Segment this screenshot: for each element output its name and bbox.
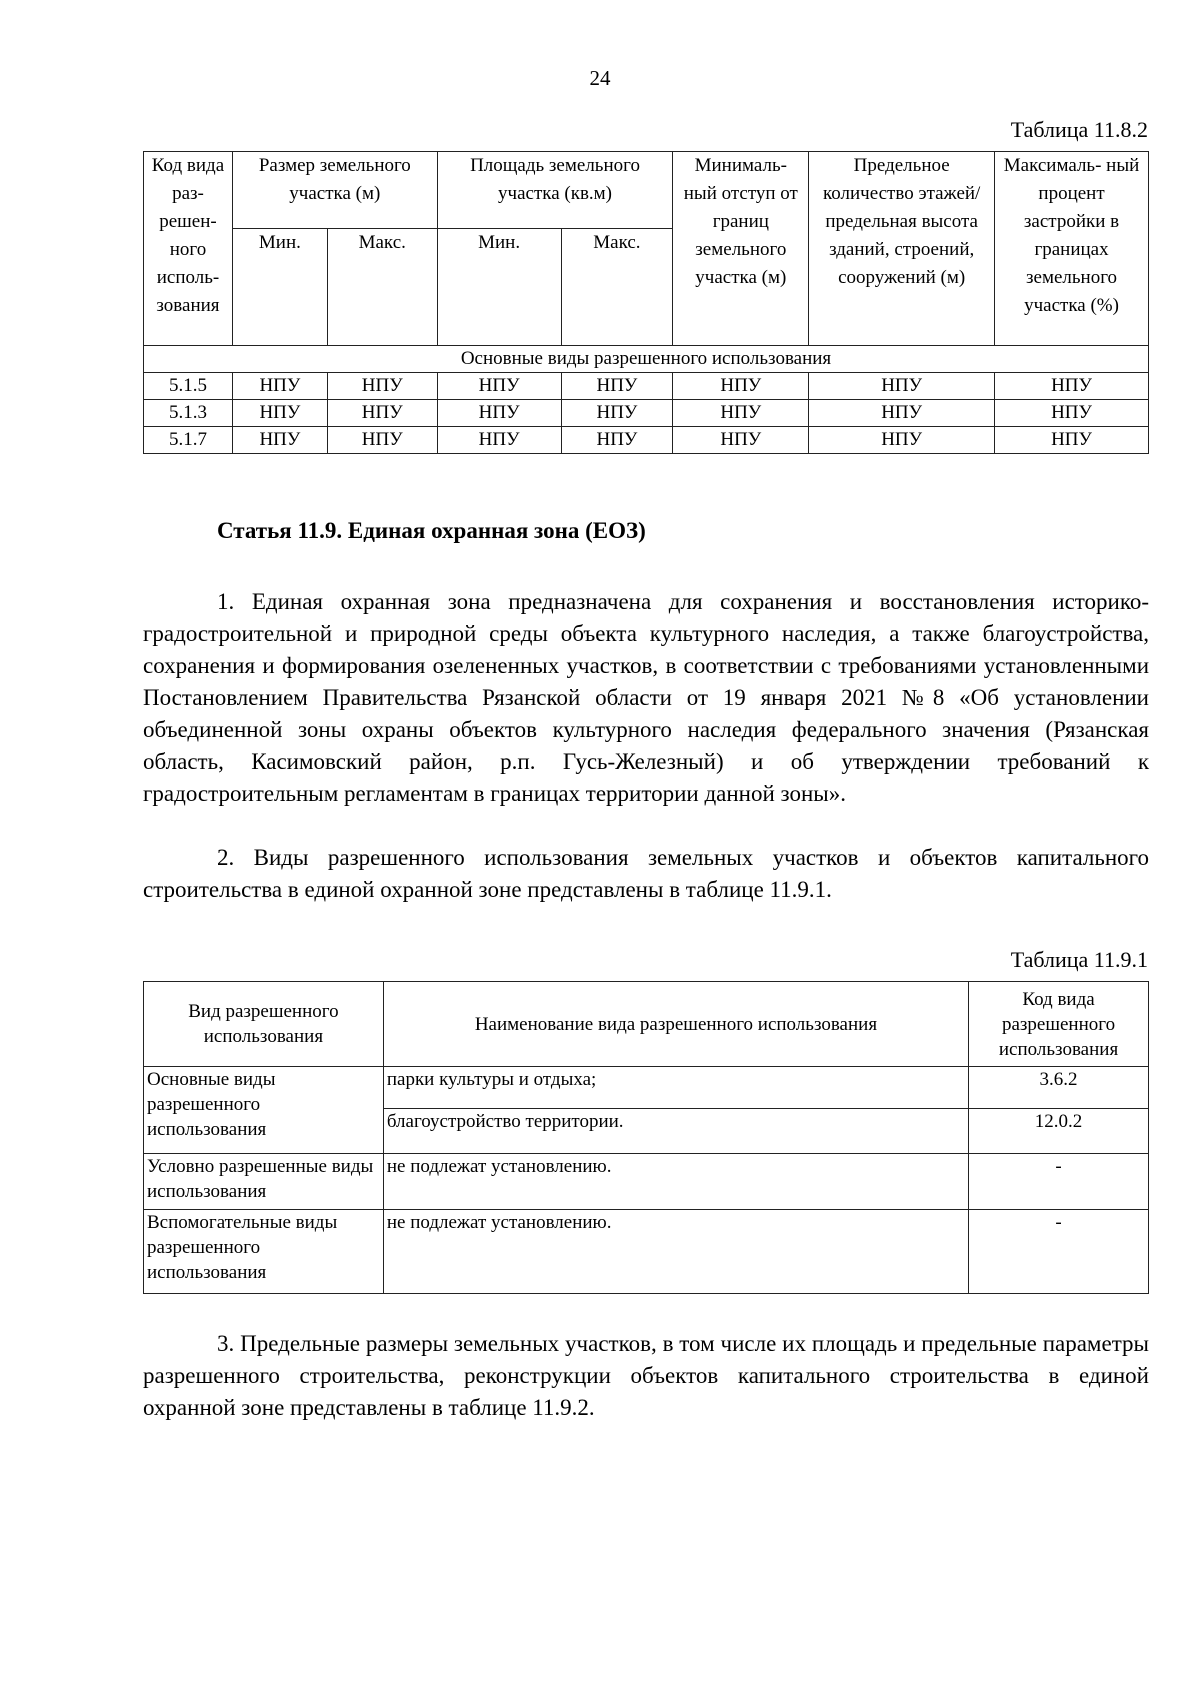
code-cell: 3.6.2 (969, 1067, 1149, 1109)
header-size-min: Мин. (232, 229, 327, 346)
table-11-8-2 (143, 151, 1149, 454)
value-cell: НПУ (673, 400, 809, 427)
paragraph-1 (143, 586, 1149, 810)
table-row (144, 373, 1149, 400)
table-caption-11-8-2: Таблица 11.8.2 (1010, 117, 1148, 142)
main-kind-cell: Основные виды разрешенного использования (144, 1067, 384, 1154)
paragraph-3 (143, 1328, 1149, 1424)
value-cell: НПУ (809, 373, 995, 400)
value-cell: НПУ (561, 427, 673, 454)
aux-kind-cell: Вспомогательные виды разрешенного использования (144, 1210, 384, 1294)
value-cell: НПУ (327, 373, 437, 400)
name-cell: не подлежат установлению. (383, 1154, 968, 1210)
section-row: Основные виды разрешенного использования (144, 346, 1149, 373)
table-row (144, 1154, 1149, 1210)
value-cell: НПУ (673, 373, 809, 400)
name-cell: парки культуры и отдыха; (383, 1067, 968, 1109)
paragraph-3-text: 3. Предельные размеры земельных участков, в том числе их площадь и предельные параметры разрешенного строительства, реконструкции объектов капитального строительства в единой охранной зоне представлены в таблице 11.9.2. (143, 1331, 1149, 1420)
value-cell: НПУ (232, 373, 327, 400)
header-min-setback: Минималь- ный отступ от границ земельного участка (м) (673, 152, 809, 346)
value-cell: НПУ (995, 373, 1149, 400)
table-row (144, 1067, 1149, 1109)
value-cell: НПУ (561, 373, 673, 400)
value-cell: НПУ (327, 400, 437, 427)
name-cell: не подлежат установлению. (383, 1210, 968, 1294)
article-title: Статья 11.9. Единая охранная зона (ЕОЗ) (217, 518, 646, 543)
paragraph-1-text: 1. Единая охранная зона предназначена для сохранения и восстановления историко-градостроительной и природной среды объекта культурного наследия, а также благоустройства, сохранения и формирования озелененных участков, в соответствии с требованиями установленными Постановлением Правительства Рязанской области от 19 января 2021 №8 «Об установлении объединенной зоны охраны объектов культурного наследия федерального значения (Рязанская область, Касимовский район, р.п. Гусь-Железный) и об утверждении требований к градостроительным регламентам в границах территории данной зоны». (143, 589, 1149, 806)
paragraph-2 (143, 842, 1149, 906)
value-cell: НПУ (437, 427, 561, 454)
code-cell: - (969, 1210, 1149, 1294)
value-cell: НПУ (809, 400, 995, 427)
page-number: 24 (589, 66, 611, 90)
cond-kind-cell: Условно разрешенные виды использования (144, 1154, 384, 1210)
value-cell: НПУ (995, 427, 1149, 454)
value-cell: НПУ (232, 427, 327, 454)
header-kind: Вид разрешенного использования (144, 982, 384, 1067)
header-size: Размер земельного участка (м) (232, 152, 437, 229)
header-max-floors: Предельное количество этажей/ предельная высота зданий, строений, сооружений (м) (809, 152, 995, 346)
value-cell: НПУ (673, 427, 809, 454)
value-cell: НПУ (232, 400, 327, 427)
value-cell: НПУ (437, 373, 561, 400)
code-cell: 5.1.5 (144, 373, 233, 400)
header-area: Площадь земельного участка (кв.м) (437, 152, 673, 229)
value-cell: НПУ (327, 427, 437, 454)
header-max-coverage: Максималь- ный процент застройки в границах земельного участка (%) (995, 152, 1149, 346)
value-cell: НПУ (561, 400, 673, 427)
name-cell: благоустройство территории. (383, 1109, 968, 1154)
table-caption-11-9-1: Таблица 11.9.1 (1010, 947, 1148, 972)
header-code: Код вида раз- решен- ного исполь- зования (144, 152, 233, 346)
header-area-max: Макс. (561, 229, 673, 346)
code-cell: 5.1.3 (144, 400, 233, 427)
header-name: Наименование вида разрешенного использования (383, 982, 968, 1067)
value-cell: НПУ (809, 427, 995, 454)
table-11-9-1 (143, 981, 1149, 1294)
table-row (144, 1210, 1149, 1294)
code-cell: - (969, 1154, 1149, 1210)
code-cell: 5.1.7 (144, 427, 233, 454)
header-size-max: Макс. (327, 229, 437, 346)
header-area-min: Мин. (437, 229, 561, 346)
paragraph-2-text: 2. Виды разрешенного использования земельных участков и объектов капитального строительства в единой охранной зоне представлены в таблице 11.9.1. (143, 845, 1149, 902)
table-row (144, 400, 1149, 427)
value-cell: НПУ (437, 400, 561, 427)
value-cell: НПУ (995, 400, 1149, 427)
code-cell: 12.0.2 (969, 1109, 1149, 1154)
table-row (144, 427, 1149, 454)
header-code: Код вида разрешенного использования (969, 982, 1149, 1067)
